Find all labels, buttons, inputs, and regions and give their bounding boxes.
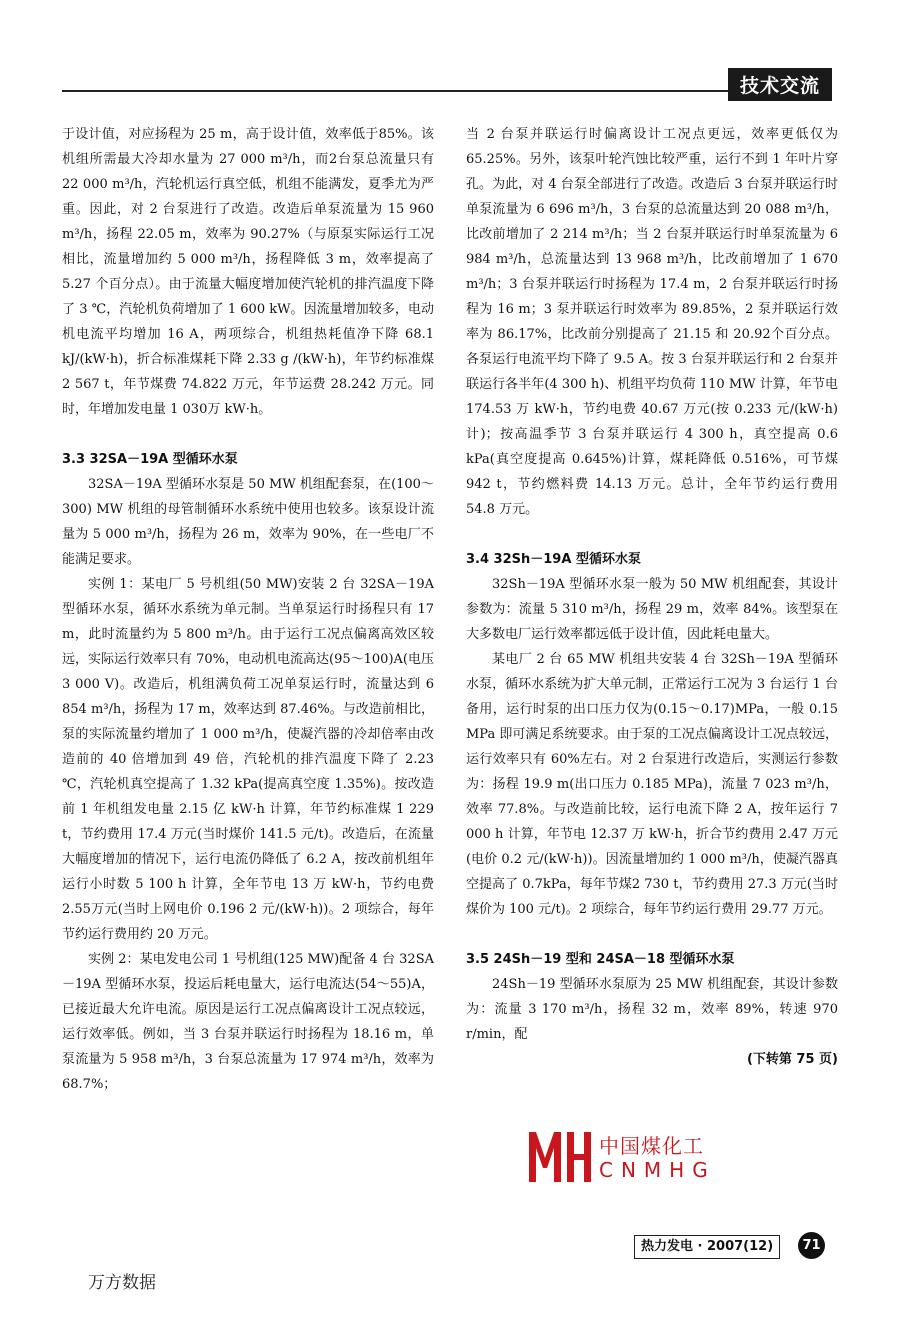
- header-rule: [62, 90, 832, 92]
- watermark: [527, 1128, 827, 1188]
- paragraph: 当 2 台泵并联运行时偏离设计工况点更远，效率更低仅为65.25%。另外，该泵叶轮汽蚀比较严重，运行不到 1 年叶片穿孔。为此，对 4 台泵全部进行了改造。改造后 3 台泵并联运行时单泵流量为 6 696 m³/h，3 台泵的总流量达到 20 088 m³/h，比改前增加了 2 214 m³/h；当 2 台泵并联运行时单泵流量为 6 984 m³/h，总流量达到 13 968 m³/h，比改前增加了 1 670 m³/h；3 台泵并联运行时扬程为 17.4 m，2 台泵并联运行时扬程为 16 m；3 泵并联运行时效率为 89.85%，2 泵并联运行效率为 86.17%，比改前分别提高了 21.15 和 20.92个百分点。各泵运行电流平均下降了 9.5 A。按 3 台泵并联运行和 2 台泵并联运行各半年(4 300 h)、机组平均负荷 110 MW 计算，年节电 174.53 万 kW·h，节约电费 40.67 万元(按 0.233 元/(kW·h)计)；按高温季节 3 台泵并联运行 4 300 h，真空提高 0.6 kPa(真空度提高 0.645%)计算，煤耗降低 0.516%，可节煤942 t，节约燃料费 14.13 万元。总计，全年节约运行费用 54.8 万元。: [466, 127, 838, 517]
- source-label: 万方数据: [88, 1273, 156, 1293]
- section-heading-3-5: 3.5 24Sh－19 型和 24SA－18 型循环水泵: [466, 952, 735, 967]
- paragraph: 实例 2：某电发电公司 1 号机组(125 MW)配备 4 台 32SA－19A 型循环水泵，投运后耗电量大，运行电流达(54～55)A，已接近最大允许电流。原因是运行工况点偏离设计工况点较远，运行效率低。例如，当 3 台泵并联运行时扬程为 18.16 m，单泵流量为 5 958 m³/h，3 台泵总流量为 17 974 m³/h，效率为 68.7%；: [62, 952, 434, 1092]
- left-column: [62, 122, 434, 1097]
- page-number: 71: [798, 1232, 825, 1259]
- paragraph: 实例 1：某电厂 5 号机组(50 MW)安装 2 台 32SA－19A 型循环水泵，循环水系统为单元制。当单泵运行时扬程只有 17 m，此时流量约为 5 800 m³/h。由于运行工况点偏离高效区较远，实际运行效率只有 70%，电动机电流高达(95～100)A(电压 3 000 V)。改造后，机组满负荷工况单泵运行时，流量达到 6 854 m³/h，扬程为 17 m，效率达到 87.46%。与改造前相比，泵的实际流量约增加了 1 000 m³/h，使凝汽器的冷却倍率由改造前的 40 倍增加到 49 倍，汽轮机的排汽温度下降了 2.23 ℃，汽轮机真空提高了 1.32 kPa(提高真空度 1.35%)。按改造前 1 年机组发电量 2.15 亿 kW·h 计算，年节约标准煤 1 229 t，节约费用 17.4 万元(当时煤价 141.5 元/t)。改造后，在流量大幅度增加的情况下，运行电流仍降低了 6.2 A，按改前机组年运行小时数 5 100 h 计算，全年节电 13 万 kW·h，节约电费 2.55万元(当时上网电价 0.196 2 元/(kW·h))。2 项综合，每年节约运行费用约 20 万元。: [62, 577, 434, 942]
- paragraph: 32Sh－19A 型循环水泵一般为 50 MW 机组配套，其设计参数为：流量 5 310 m³/h，扬程 29 m，效率 84%。该型泵在大多数电厂运行效率都远低于设计值，因此耗电量大。: [466, 577, 838, 642]
- paragraph: 24Sh－19 型循环水泵原为 25 MW 机组配套，其设计参数为：流量 3 170 m³/h，扬程 32 m，效率 89%，转速 970 r/min，配: [466, 977, 838, 1042]
- watermark-text-en: CNMHG: [599, 1158, 716, 1182]
- paragraph: 32SA－19A 型循环水泵是 50 MW 机组配套泵，在(100～300) MW 机组的母管制循环水系统中使用也较多。该泵设计流量为 5 000 m³/h，扬程为 26 m，效率为 90%，在一些电厂不能满足要求。: [62, 477, 434, 567]
- right-column: [466, 122, 838, 1072]
- continued-note: (下转第 75 页): [746, 1052, 838, 1067]
- journal-footer: 热力发电 · 2007(12): [634, 1235, 780, 1259]
- section-tag: 技术交流: [728, 68, 832, 101]
- section-heading-3-3: 3.3 32SA－19A 型循环水泵: [62, 452, 238, 467]
- watermark-text-cn: 中国煤化工: [599, 1134, 704, 1158]
- section-heading-3-4: 3.4 32Sh－19A 型循环水泵: [466, 552, 641, 567]
- paragraph: 于设计值，对应扬程为 25 m，高于设计值，效率低于85%。该机组所需最大冷却水量为 27 000 m³/h，而2台泵总流量只有 22 000 m³/h，汽轮机运行真空低，机组不能满发，夏季尤为严重。因此，对 2 台泵进行了改造。改造后单泵流量为 15 960 m³/h，扬程 22.05 m，效率为 90.27%（与原泵实际运行工况相比，流量增加约 5 000 m³/h，扬程降低 3 m，效率提高了 5.27 个百分点）。由于流量大幅度增加使汽轮机的排汽温度下降了 3 ℃，汽轮机负荷增加了 1 600 kW。因流量增加较多，电动机电流平均增加 16 A，两项综合，机组热耗值净下降 68.1 kJ/(kW·h)，折合标准煤耗下降 2.33 g /(kW·h)，年节约标准煤 2 567 t，年节煤费 74.822 万元，年节运费 28.242 万元。同时，年增加发电量 1 030万 kW·h。: [62, 127, 434, 417]
- paragraph: 某电厂 2 台 65 MW 机组共安装 4 台 32Sh－19A 型循环水泵，循环水系统为扩大单元制，正常运行工况为 3 台运行 1 台备用，运行时泵的出口压力仅为(0.15～0.17)MPa，一般 0.15 MPa 即可满足系统要求。由于泵的工况点偏离设计工况点较远，运行效率只有 60%左右。对 2 台泵进行改造后，实测运行参数为：扬程 19.9 m(出口压力 0.185 MPa)，流量 7 023 m³/h，效率 77.8%。与改造前比较，运行电流下降 2 A，按年运行 7 000 h 计算，年节电 12.37 万 kW·h，折合节约费用 2.47 万元(电价 0.2 元/(kW·h))。因流量增加约 1 000 m³/h，使凝汽器真空提高了 0.7kPa，每年节煤2 730 t，节约费用 27.3 万元(当时煤价为 100 元/t)。2 项综合，每年节约运行费用 29.77 万元。: [466, 652, 838, 917]
- watermark-logo-icon: [527, 1128, 593, 1186]
